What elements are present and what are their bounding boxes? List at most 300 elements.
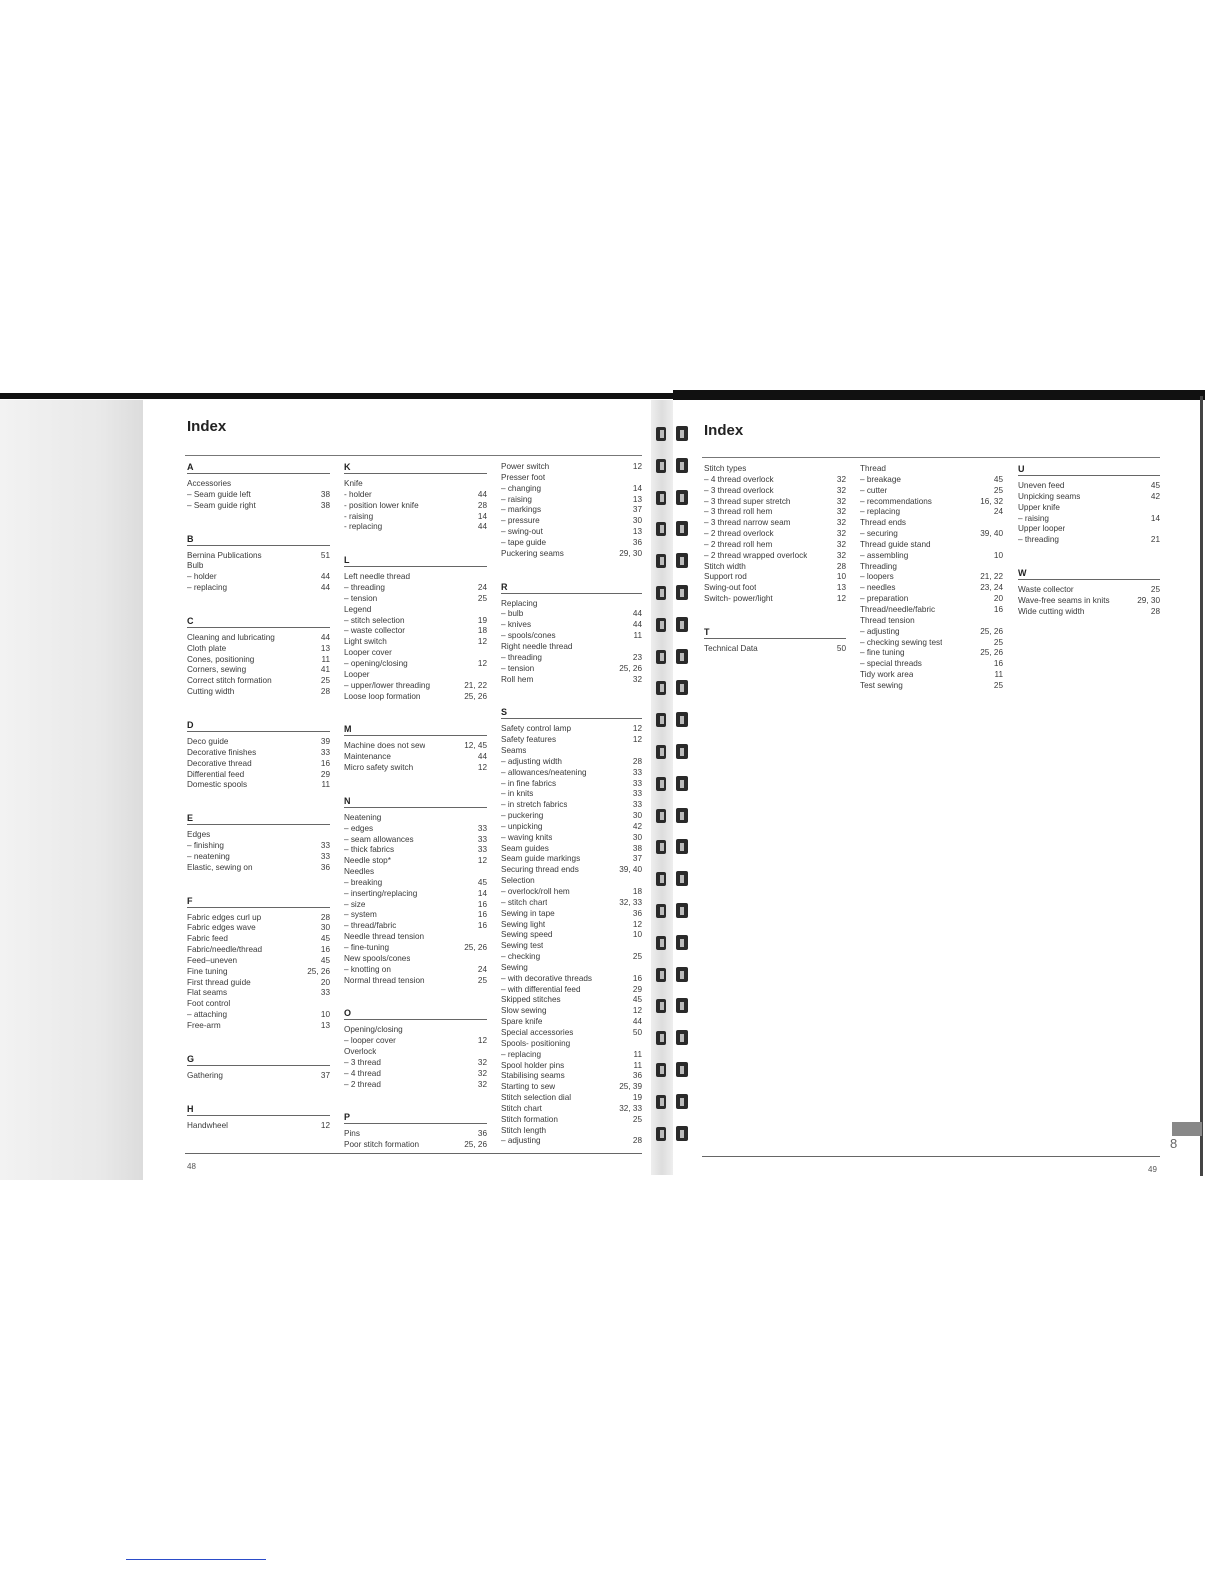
index-entry-text: Swing-out foot [704, 583, 757, 593]
index-entry-text: Pins [344, 1129, 360, 1139]
index-entry [344, 583, 487, 594]
index-entry-text: Fabric edges curl up [187, 912, 262, 922]
index-entry-page: 11 [633, 1049, 642, 1059]
index-entry-page: 33 [477, 823, 487, 833]
group-spacer [344, 702, 487, 724]
index-entry-text: – attaching [187, 1010, 228, 1020]
index-entry-page: 28 [632, 1136, 642, 1146]
index-entry-page: 28 [320, 912, 330, 922]
index-entry-page: 25 [1150, 585, 1160, 595]
group-spacer [187, 512, 330, 534]
index-entry [344, 845, 487, 856]
index-entry-text: – threading [501, 652, 542, 662]
index-entry [344, 479, 487, 490]
index-entry [704, 572, 846, 583]
index-entry-page: 45 [320, 934, 330, 944]
index-entry-page: 28 [836, 561, 846, 571]
index-entry-page: 37 [632, 505, 642, 515]
index-entry [344, 1080, 487, 1091]
index-entry [501, 675, 642, 686]
index-entry-text: Special accessories [501, 1027, 574, 1037]
index-entry [187, 737, 330, 748]
index-entry-page: 44 [477, 522, 487, 532]
binding-ring [650, 838, 694, 856]
index-entry-page [483, 867, 487, 878]
index-entry-page: 30 [632, 832, 642, 842]
index-entry [344, 867, 487, 878]
index-entry-page: 29 [632, 984, 642, 994]
index-entry [344, 659, 487, 670]
index-entry [860, 605, 1003, 616]
index-entry-text: Bernina Publications [187, 550, 262, 560]
index-entry [344, 889, 487, 900]
group-spacer [501, 685, 642, 707]
index-entry-text: – edges [344, 823, 374, 833]
index-entry-text: – with differential feed [501, 984, 581, 994]
index-entry [501, 1082, 642, 1093]
index-entry [1018, 585, 1160, 596]
index-entry [501, 887, 642, 898]
index-entry [344, 1069, 487, 1080]
index-entry-page: 23 [632, 652, 642, 662]
index-entry-text: – fine-tuning [344, 943, 390, 952]
index-entry [501, 1093, 642, 1104]
index-entry-text: Waste collector [1018, 585, 1074, 595]
binding-ring [650, 934, 694, 952]
index-entry [860, 497, 1003, 508]
index-entry [860, 594, 1003, 605]
index-entry-text: Edges [187, 830, 211, 840]
index-entry-text: Unpicking seams [1018, 491, 1081, 501]
index-entry-text: – needles [860, 583, 896, 593]
index-entry [344, 943, 487, 954]
index-entry-page: 50 [632, 1027, 642, 1037]
index-entry-page: 16 [477, 910, 487, 920]
index-entry-page: 25 [632, 952, 642, 962]
index-entry-page: 12 [477, 856, 487, 866]
index-entry-page [1156, 503, 1160, 514]
index-entry [187, 665, 330, 676]
index-entry [704, 644, 846, 655]
index-entry-text: – preparation [860, 594, 909, 604]
index-entry-page: 45 [320, 955, 330, 965]
index-entry-page: 32, 33 [619, 1103, 642, 1113]
index-entry-text: – 2 thread [344, 1079, 381, 1089]
index-entry-text: – 3 thread narrow seam [704, 518, 791, 528]
index-entry [187, 633, 330, 644]
index-entry [344, 878, 487, 889]
index-entry [501, 920, 642, 931]
index-entry [501, 865, 642, 876]
index-entry-text: – 2 thread wrapped overlock [704, 550, 808, 560]
index-entry [187, 988, 330, 999]
index-entry-text: Stitch formation [501, 1114, 558, 1124]
index-entry [501, 974, 642, 985]
index-entry-page: 12 [632, 462, 642, 471]
index-entry [704, 551, 846, 562]
index-entry [344, 1047, 487, 1058]
index-entry-page [483, 479, 487, 490]
index-entry-page: 11 [633, 631, 642, 641]
index-entry-page [483, 648, 487, 659]
binding-ring [650, 966, 694, 984]
index-entry-text: Deco guide [187, 736, 229, 746]
index-entry-page [483, 932, 487, 943]
index-entry-page: 44 [320, 572, 330, 582]
index-entry [344, 692, 487, 703]
index-entry-text: Stitch types [704, 464, 747, 473]
spiral-binding [650, 425, 700, 1160]
top-edge-right [673, 390, 1205, 400]
index-entry-page: 16 [993, 659, 1003, 669]
index-entry-page: 11 [321, 654, 330, 664]
binding-ring [650, 1125, 694, 1143]
index-entry-text: Thread [860, 464, 886, 473]
index-entry [860, 540, 1003, 551]
index-entry-text: – size [344, 899, 366, 909]
index-entry-page: 25 [320, 676, 330, 686]
index-entry-page: 32, 33 [619, 897, 642, 907]
index-entry [501, 909, 642, 920]
index-entry-text: Sewing speed [501, 930, 553, 940]
index-entry-text: Micro safety switch [344, 763, 414, 773]
index-entry-text: Stitch chart [501, 1103, 542, 1113]
index-entry [187, 490, 330, 501]
index-entry [501, 995, 642, 1006]
index-entry [704, 507, 846, 518]
index-entry [501, 876, 642, 887]
index-entry [344, 741, 487, 752]
index-entry-text: – 3 thread roll hem [704, 507, 773, 517]
index-entry-text: Threading [860, 561, 897, 571]
index-entry [187, 1121, 330, 1132]
index-entry-text: Slow sewing [501, 1006, 547, 1016]
index-entry [344, 605, 487, 616]
index-entry-text: Replacing [501, 598, 538, 608]
index-letter-heading: S [501, 707, 642, 719]
index-entry-text: – breaking [344, 877, 383, 887]
index-entry [860, 529, 1003, 540]
index-entry [1018, 492, 1160, 503]
index-entry-page: 45 [477, 877, 487, 887]
group-spacer [344, 986, 487, 1008]
index-letter-heading: P [344, 1112, 487, 1124]
index-entry-page: 33 [320, 841, 330, 851]
index-entry-page: 12 [632, 724, 642, 734]
index-entry-page: 44 [320, 583, 330, 593]
index-entry-text: Presser foot [501, 472, 546, 482]
index-entry-text: Stabilising seams [501, 1071, 565, 1081]
index-entry-page: 24 [477, 583, 487, 593]
index-entry-page: 25, 26 [464, 691, 487, 701]
index-entry [187, 999, 330, 1010]
index-entry-text: Foot control [187, 999, 231, 1009]
index-entry [501, 473, 642, 484]
index-entry-text: – 4 thread [344, 1068, 381, 1078]
index-entry-page: 30 [632, 811, 642, 821]
index-letter-heading: D [187, 720, 330, 732]
index-entry-page: 14 [477, 511, 487, 521]
index-entry-page: 33 [477, 845, 487, 855]
index-entry [860, 670, 1003, 681]
index-entry [187, 551, 330, 562]
index-entry-page [483, 1047, 487, 1058]
index-entry-text: Normal thread tension [344, 975, 425, 985]
index-entry-text: Light switch [344, 637, 387, 647]
index-entry-text: – raising [1018, 513, 1049, 523]
index-entry-page: 37 [320, 1070, 330, 1080]
index-entry-text: Support rod [704, 572, 747, 582]
index-entry-text: Overlock [344, 1047, 377, 1057]
index-entry [187, 945, 330, 956]
index-entry [1018, 535, 1160, 546]
index-entry [501, 664, 642, 675]
index-entry-text: – replacing [860, 507, 901, 517]
index-entry-page: 12 [632, 919, 642, 929]
index-entry-page: 19 [632, 1093, 642, 1103]
index-entry-page [638, 642, 642, 653]
index-entry [704, 529, 846, 540]
index-entry-page: 25, 26 [980, 626, 1003, 636]
index-entry-text: Wave-free seams in knits [1018, 595, 1110, 605]
index-entry [501, 495, 642, 506]
index-entry-text: Domestic spools [187, 780, 248, 790]
index-entry-text: Bulb [187, 561, 204, 571]
index-entry-text: – 2 thread overlock [704, 529, 774, 539]
index-entry-page: 29, 30 [619, 548, 642, 558]
index-entry [501, 822, 642, 833]
index-entry-text: First thread guide [187, 977, 251, 987]
index-entry-text: – spools/cones [501, 631, 556, 641]
index-entry-text: Upper looper [1018, 524, 1066, 534]
index-entry-text: Sewing light [501, 919, 546, 929]
index-entry [860, 616, 1003, 627]
left-bottom-rule [185, 1153, 642, 1154]
index-entry [860, 551, 1003, 562]
index-entry-page: 11 [994, 670, 1003, 680]
index-entry-page: 11 [321, 780, 330, 790]
index-entry-page: 38 [320, 489, 330, 499]
index-entry-text: Sewing in tape [501, 908, 555, 918]
index-letter-heading: B [187, 534, 330, 546]
group-spacer [344, 533, 487, 555]
index-entry [860, 475, 1003, 486]
index-entry [501, 844, 642, 855]
index-entry-page: 50 [836, 643, 846, 653]
index-entry-page: 33 [632, 767, 642, 777]
index-entry-page: 16 [632, 973, 642, 983]
index-entry-text: Spare knife [501, 1017, 543, 1027]
index-entry [501, 620, 642, 631]
index-entry [344, 813, 487, 824]
index-entry [501, 1050, 642, 1061]
index-entry-text: Neatening [344, 812, 382, 822]
index-entry [501, 1071, 642, 1082]
index-entry [501, 1061, 642, 1072]
index-letter-heading: O [344, 1008, 487, 1020]
index-entry-page: 36 [477, 1129, 487, 1139]
index-entry [501, 735, 642, 746]
index-entry [344, 490, 487, 501]
index-entry-page: 39, 40 [619, 865, 642, 875]
index-entry [187, 1021, 330, 1032]
index-entry-page: 11 [633, 1060, 642, 1070]
index-entry-text: – assembling [860, 550, 909, 560]
index-entry-text: Fine tuning [187, 966, 228, 976]
index-entry-text: Spools- positioning [501, 1038, 571, 1048]
index-entry [187, 1010, 330, 1021]
binding-ring [650, 584, 694, 602]
index-entry-text: – Seam guide left [187, 489, 251, 499]
index-entry-page [999, 616, 1003, 627]
index-entry-text: – breakage [860, 474, 901, 484]
index-entry-text: Free-arm [187, 1021, 221, 1030]
group-spacer [704, 605, 846, 627]
index-letter-heading: H [187, 1104, 330, 1116]
index-entry-page: 14 [632, 483, 642, 493]
index-entry [501, 631, 642, 642]
index-entry [501, 746, 642, 757]
index-entry-page: 33 [632, 778, 642, 788]
index-entry-text: – tension [344, 593, 378, 603]
index-entry-text: – thick fabrics [344, 845, 395, 855]
index-entry-page: 10 [632, 930, 642, 940]
index-entry [501, 811, 642, 822]
index-entry-text: Upper knife [1018, 502, 1060, 512]
index-entry-page: 20 [320, 977, 330, 987]
binding-ring [650, 743, 694, 761]
index-entry-text: – adjusting [501, 1136, 541, 1146]
group-spacer [187, 594, 330, 616]
index-entry [501, 505, 642, 516]
binding-ring [650, 775, 694, 793]
index-entry-text: – Seam guide right [187, 500, 256, 510]
binding-ring [650, 902, 694, 920]
index-entry-text: Left needle thread [344, 572, 411, 582]
index-entry [704, 464, 846, 475]
index-entry-page: 25, 26 [464, 1140, 487, 1150]
index-entry [501, 789, 642, 800]
index-letter-heading: R [501, 582, 642, 594]
index-entry [187, 644, 330, 655]
index-entry-page: 21 [1150, 535, 1160, 545]
index-column-left-1 [187, 462, 330, 1132]
index-entry [344, 856, 487, 867]
index-entry [501, 653, 642, 664]
index-letter-heading: A [187, 462, 330, 474]
index-entry-text: – 4 thread overlock [704, 474, 774, 484]
index-entry-page: 25, 39 [619, 1082, 642, 1092]
group-spacer [187, 1082, 330, 1104]
index-entry [187, 841, 330, 852]
index-entry-page: 12 [477, 1036, 487, 1046]
index-entry [187, 655, 330, 666]
index-entry [187, 770, 330, 781]
index-entry [187, 852, 330, 863]
index-entry-page: 36 [320, 862, 330, 872]
index-entry [1018, 607, 1160, 618]
index-entry [187, 978, 330, 989]
index-entry-text: Differential feed [187, 769, 245, 779]
index-entry-page: 33 [320, 851, 330, 861]
index-entry-page: 33 [320, 747, 330, 757]
group-spacer [344, 774, 487, 796]
binding-ring [650, 648, 694, 666]
index-entry-page: 29 [320, 769, 330, 779]
index-entry-page [638, 1039, 642, 1050]
index-entry [501, 462, 642, 473]
index-entry-page [483, 954, 487, 965]
index-entry [344, 1036, 487, 1047]
index-entry [860, 507, 1003, 518]
index-letter-heading: F [187, 896, 330, 908]
index-entry-page: 16 [993, 604, 1003, 614]
index-entry-text: Sewing [501, 962, 528, 972]
index-entry [1018, 481, 1160, 492]
index-entry-text: – replacing [187, 583, 228, 593]
index-entry [344, 594, 487, 605]
index-entry-page [638, 963, 642, 974]
index-entry-text: Power switch [501, 462, 550, 471]
index-letter-heading: C [187, 616, 330, 628]
index-entry-text: – puckering [501, 811, 544, 821]
index-entry-text: – upper/lower threading [344, 680, 431, 690]
index-entry-page: 44 [632, 620, 642, 630]
index-entry-page: 32 [836, 518, 846, 528]
index-entry-page: 21, 22 [980, 572, 1003, 582]
index-entry-page [483, 670, 487, 681]
index-entry-text: – 3 thread overlock [704, 485, 774, 495]
index-entry-page [842, 464, 846, 475]
index-entry-page: 12 [632, 735, 642, 745]
index-entry [187, 934, 330, 945]
index-entry-page: 13 [632, 527, 642, 537]
index-entry [344, 900, 487, 911]
group-spacer [187, 874, 330, 896]
index-entry-page: 25 [477, 975, 487, 985]
index-entry [501, 779, 642, 790]
index-entry [704, 497, 846, 508]
index-entry-text: Machine does not sew [344, 741, 426, 751]
index-entry [187, 501, 330, 512]
index-entry-page: 28 [1150, 606, 1160, 616]
index-entry-text: – changing [501, 483, 542, 493]
index-entry-page: 25, 26 [619, 663, 642, 673]
index-entry-page: 16, 32 [980, 496, 1003, 506]
index-entry-page: 24 [993, 507, 1003, 517]
index-column-right-1 [704, 464, 846, 655]
index-entry-page: 28 [632, 756, 642, 766]
index-entry [501, 768, 642, 779]
index-entry-page: 12 [320, 1120, 330, 1130]
index-entry-text: Fabric feed [187, 934, 228, 944]
index-entry-text: - raising [344, 511, 374, 521]
index-entry-text: – checking [501, 952, 541, 962]
index-entry-text: Seams [501, 746, 527, 756]
index-entry-page: 44 [320, 632, 330, 642]
index-entry-page: 32 [836, 496, 846, 506]
index-entry [344, 616, 487, 627]
index-entry [187, 863, 330, 874]
index-entry-page: 33 [632, 800, 642, 810]
index-entry [501, 941, 642, 952]
binding-ring [650, 679, 694, 697]
index-entry-page: 32 [477, 1057, 487, 1067]
index-entry [344, 763, 487, 774]
index-entry [501, 757, 642, 768]
index-letter-heading: E [187, 813, 330, 825]
index-entry-text: – raising [501, 494, 532, 504]
